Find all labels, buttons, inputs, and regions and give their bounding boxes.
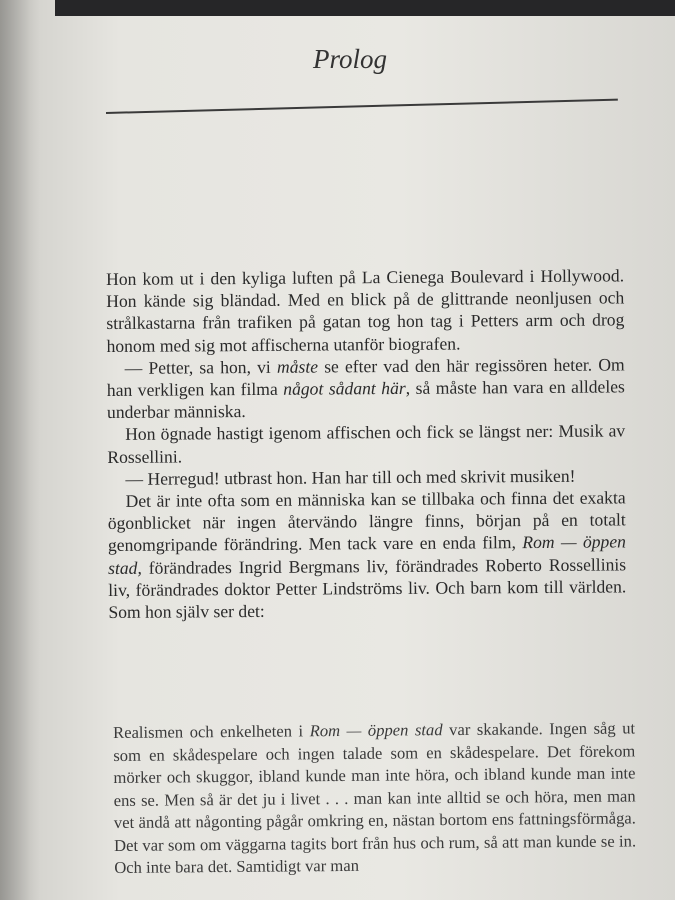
italic-text: Rom — öppen stad, bbox=[108, 531, 626, 578]
page-fold-shadow bbox=[0, 0, 40, 900]
quote-paragraph bbox=[113, 717, 636, 879]
text-run: förändrades Ingrid Bergmans liv, förändrades Roberto Rossellinis liv, förändrades doktor Petter Lindströms liv. Och barn kom till världen. Som hon själv ser det: bbox=[108, 554, 627, 623]
text-run: Realismen och enkelheten i bbox=[113, 721, 310, 742]
title-rule bbox=[106, 99, 618, 114]
paragraph bbox=[107, 353, 625, 423]
text-run: var skakande. Ingen såg ut som en skådespelare och ingen talade som en skådespelare. Det förekom mörker och skuggor, ibland kunde man inte höra, och ibland kunde man inte ens se. Men så är det ju i livet . . . man kan inte alltid se och höra, men man vet ändå att någonting pågår omkring en, nästan bortom ens fattningsförmåga. Det var som om väggarna tagits bort från hus och rum, så att man kunde se in. Och inte bara det. Samtidigt var man bbox=[113, 718, 637, 877]
italic-text: måste bbox=[276, 356, 319, 377]
page-top-shadow bbox=[55, 0, 675, 16]
italic-text: något sådant här bbox=[283, 377, 406, 399]
paragraph bbox=[108, 486, 627, 623]
paragraph bbox=[106, 264, 625, 356]
italic-text: Rom — öppen stad bbox=[309, 720, 443, 741]
text-run: se efter vad den här regissören heter. Om han verkligen kan filma bbox=[106, 354, 625, 401]
text-run: — Petter, sa hon, vi bbox=[124, 356, 278, 378]
text-run: Hon kom ut i den kyliga luften på La Cienega Boulevard i Hollywood. Hon kände sig bländad. Med en blick på de glittrande neonljusen och strålkastarna från trafiken på gatan tog hon tag i Petters arm och drog honom med sig mot affischerna utanför biografen. bbox=[106, 265, 625, 356]
text-run: — Herregud! utbrast hon. Han har till och med skrivit musiken! bbox=[125, 465, 576, 489]
body-text bbox=[106, 264, 626, 623]
quote-text bbox=[113, 717, 636, 879]
text-run: , så måste han vara en alldeles underbar människa. bbox=[106, 376, 625, 423]
text-run: Det är inte ofta som en människa kan se tillbaka och finna det exakta ögonblicket när ingen återvändo längre finns, början på en totalt genomgripande förändring. Men tack vare en enda film, bbox=[107, 487, 626, 556]
text-run: Hon ögnade hastigt igenom affischen och fick se längst ner: Musik av Rossellini. bbox=[107, 420, 626, 467]
chapter-title: Prolog bbox=[313, 44, 387, 74]
paragraph bbox=[107, 420, 625, 468]
